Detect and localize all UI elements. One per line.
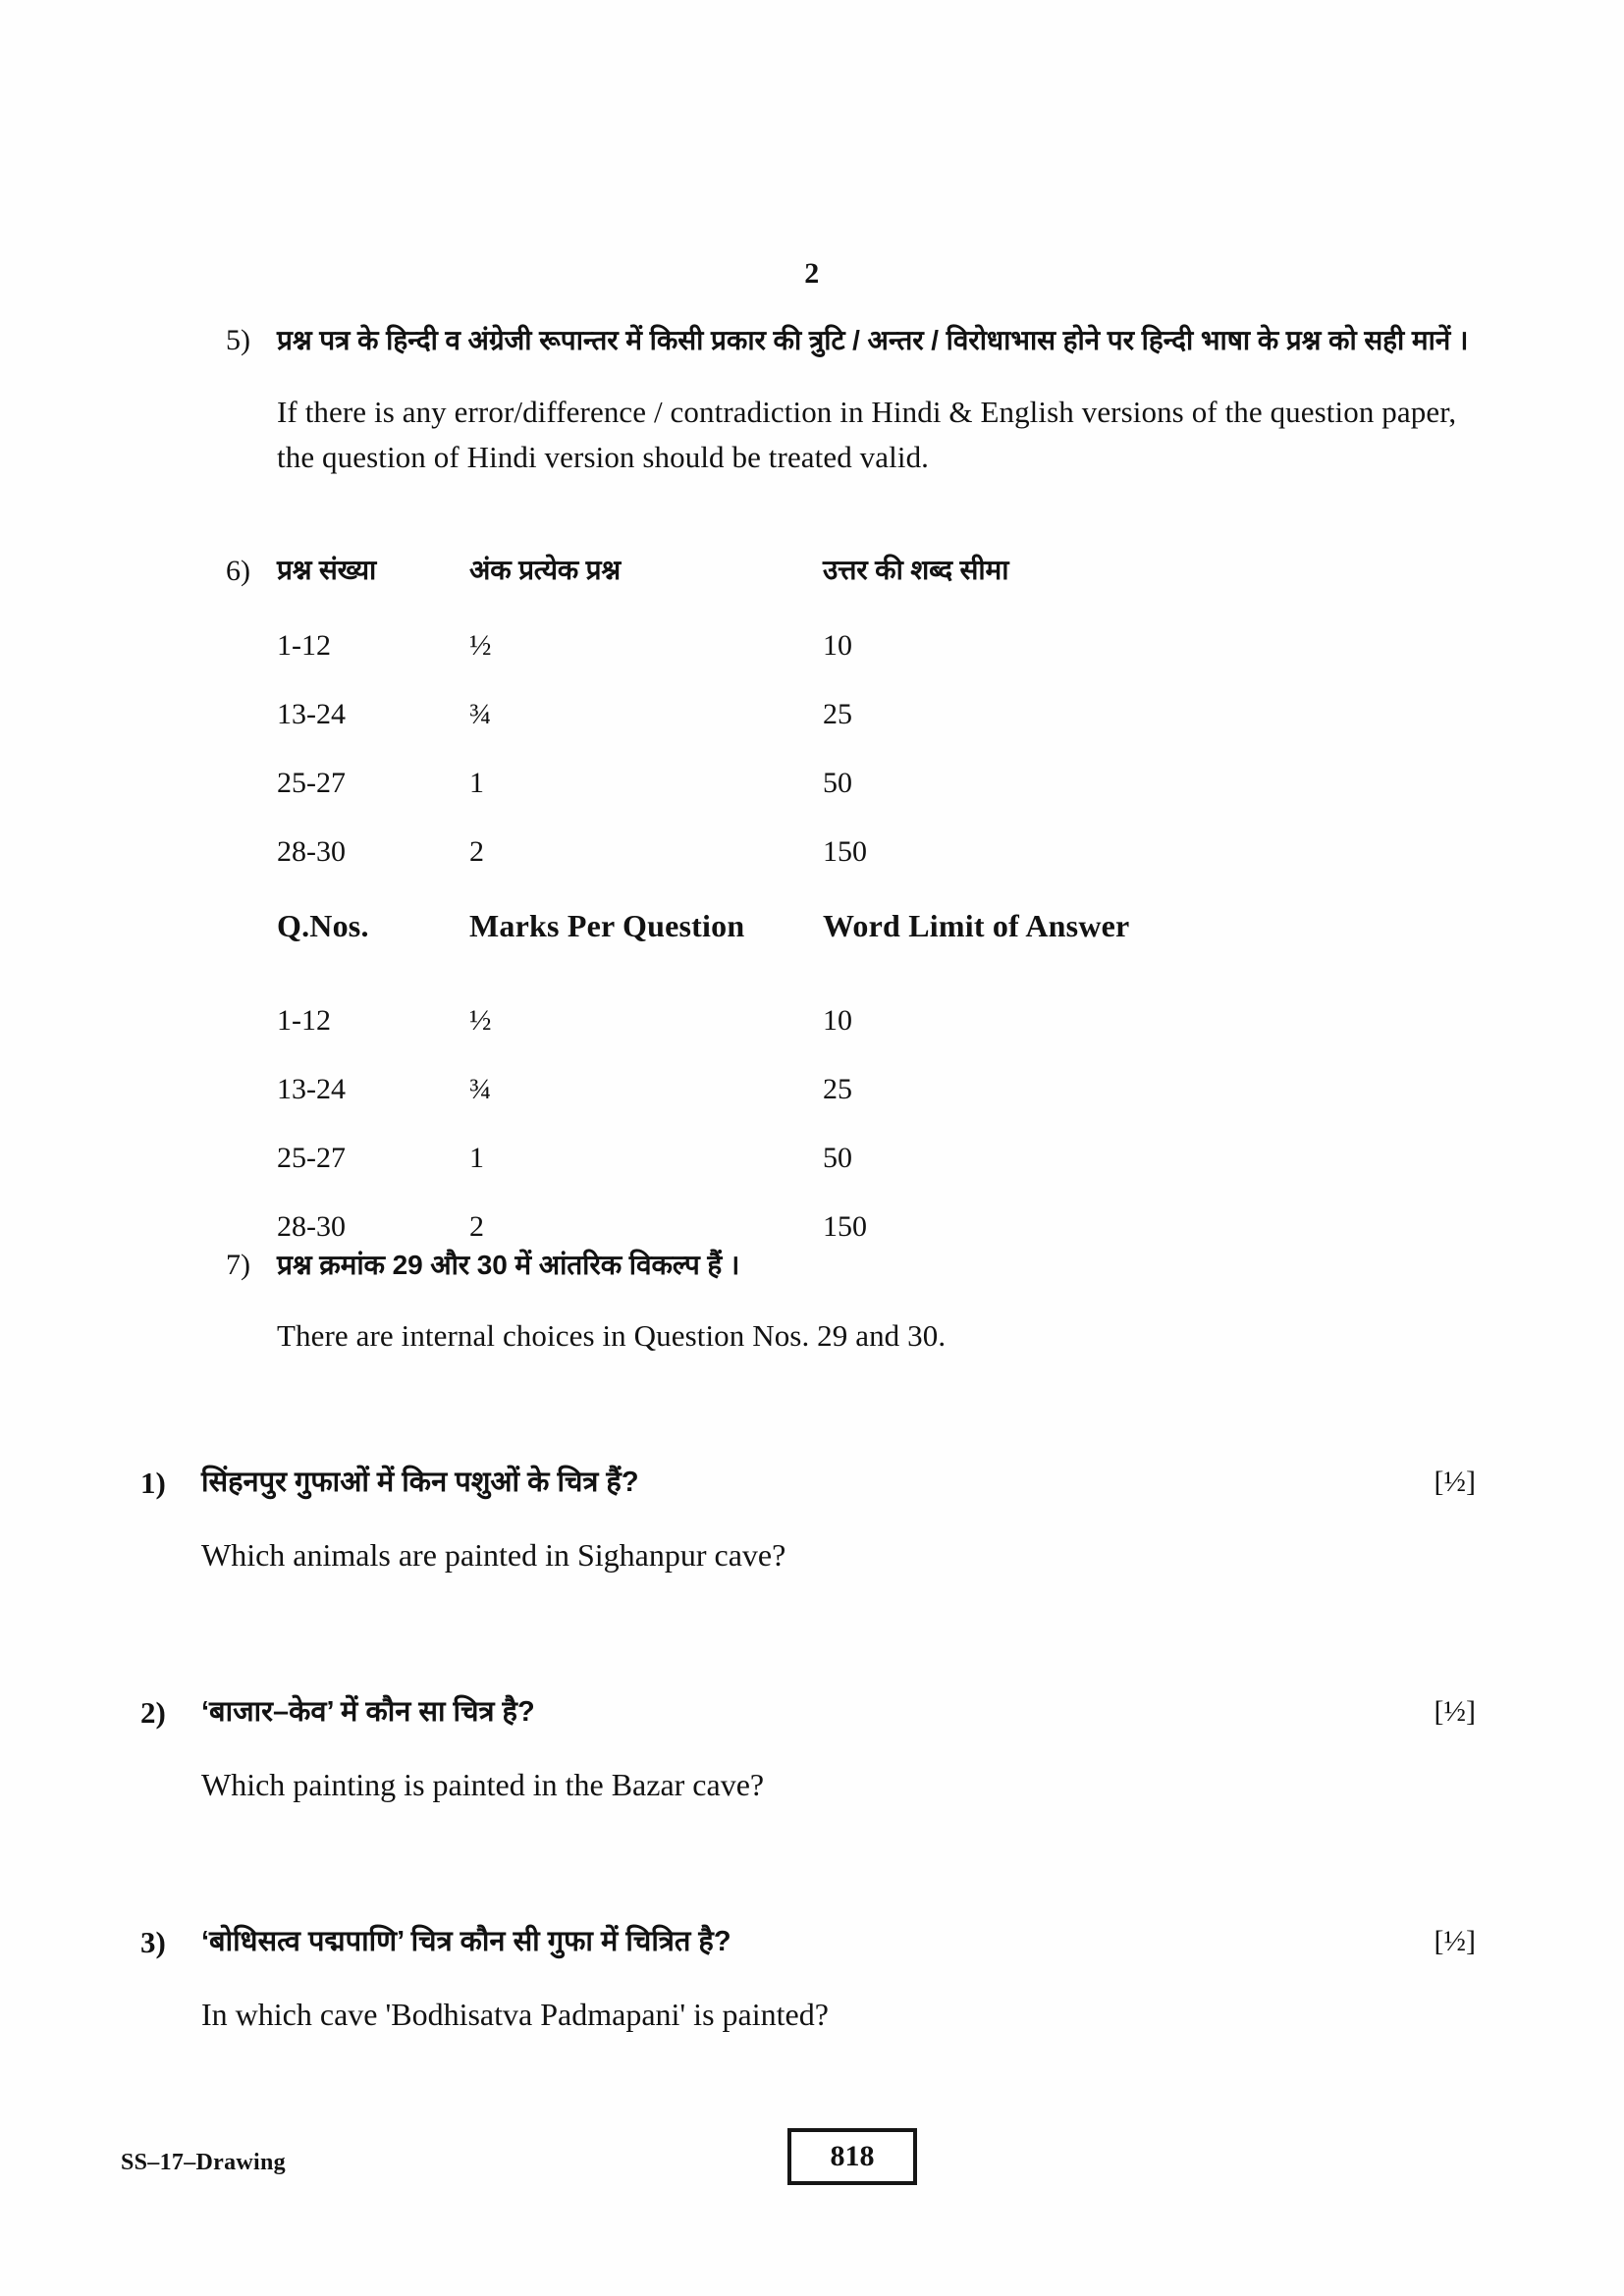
question-marker: 2) (140, 1695, 166, 1730)
table-header-row (277, 551, 1259, 612)
cell-word-limit: 150 (823, 835, 867, 868)
column-header-marks-per-question: Marks Per Question (469, 908, 745, 943)
instruction-marker: 6) (226, 555, 250, 587)
instruction-hindi-text: प्रश्न पत्र के हिन्दी व अंग्रेजी रूपान्तर में किसी प्रकार की त्रुटि / अन्तर / विरोधाभास होने पर हिन्दी भाषा के प्रश्न को सही मानें । (277, 325, 1469, 355)
cell-word-limit: 25 (823, 698, 852, 730)
question-hindi-row (140, 1462, 1486, 1505)
cell-word-limit: 10 (823, 1004, 852, 1037)
question-item-2 (140, 1691, 1486, 1807)
question-item-3 (140, 1921, 1486, 2037)
instruction-marker: 7) (226, 1249, 250, 1281)
question-marks-badge: [½] (1434, 1925, 1476, 1957)
cell-question-numbers: 28-30 (277, 1210, 346, 1243)
instruction-marker: 5) (226, 324, 250, 356)
marks-table-english (277, 908, 1259, 1261)
instruction-english-text: There are internal choices in Question Nos. 29 and 30. (277, 1317, 947, 1353)
table-row (277, 1124, 1259, 1193)
table-row (277, 680, 1259, 749)
question-marker: 1) (140, 1466, 166, 1500)
cell-question-numbers: 13-24 (277, 1073, 346, 1105)
question-english-text: Which animals are painted in Sighanpur cave? (201, 1536, 786, 1573)
instruction-item-5 (226, 320, 1492, 481)
cell-question-numbers: 1-12 (277, 629, 331, 662)
instruction-english-text: If there is any error/difference / contradiction in Hindi & English versions of the question paper, the question of Hindi version should be treated valid. (277, 394, 1457, 475)
instruction-body (277, 320, 1492, 481)
instruction-body (277, 1245, 1492, 1359)
question-hindi-row (140, 1691, 1486, 1735)
question-hindi-text: ‘बाजार–केव’ में कौन सा चित्र है? (201, 1696, 535, 1728)
cell-question-numbers: 25-27 (277, 1142, 346, 1174)
table-row (277, 987, 1259, 1055)
column-header-question-numbers: Q.Nos. (277, 908, 369, 943)
marks-table-hindi (277, 551, 1259, 886)
instruction-hindi-text: प्रश्न क्रमांक 29 और 30 में आंतरिक विकल्प हैं । (277, 1250, 740, 1280)
paper-code: SS–17–Drawing (121, 2150, 286, 2175)
cell-marks: ¾ (469, 1073, 492, 1105)
question-hindi-row (140, 1921, 1486, 1964)
cell-word-limit: 50 (823, 767, 852, 799)
instruction-item-6 (226, 551, 1492, 1261)
cell-marks: ¾ (469, 698, 492, 730)
instruction-item-7 (226, 1245, 1492, 1359)
column-header-marks-per-question: अंक प्रत्येक प्रश्न (469, 555, 621, 585)
page-number: 2 (804, 257, 820, 290)
question-english-text: In which cave 'Bodhisatva Padmapani' is painted? (201, 1996, 829, 2032)
question-marker: 3) (140, 1925, 166, 1959)
column-header-word-limit: Word Limit of Answer (823, 908, 1130, 943)
table-row (277, 818, 1259, 886)
column-header-word-limit: उत्तर की शब्द सीमा (823, 555, 1009, 585)
cell-word-limit: 150 (823, 1210, 867, 1243)
cell-marks: ½ (469, 1004, 492, 1037)
cell-marks: 2 (469, 1210, 484, 1243)
page-footer (0, 2140, 1624, 2203)
cell-question-numbers: 25-27 (277, 767, 346, 799)
question-hindi-text: सिंहनपुर गुफाओं में किन पशुओं के चित्र हैं? (201, 1467, 639, 1498)
cell-question-numbers: 28-30 (277, 835, 346, 868)
table-row (277, 1055, 1259, 1124)
cell-marks: 1 (469, 767, 484, 799)
instruction-body (277, 551, 1492, 1261)
table-header-row (277, 908, 1259, 987)
cell-question-numbers: 13-24 (277, 698, 346, 730)
cell-word-limit: 10 (823, 629, 852, 662)
question-item-1 (140, 1462, 1486, 1577)
cell-word-limit: 50 (823, 1142, 852, 1174)
cell-question-numbers: 1-12 (277, 1004, 331, 1037)
question-marks-badge: [½] (1434, 1695, 1476, 1728)
question-hindi-text: ‘बोधिसत्व पद्मपाणि’ चित्र कौन सी गुफा में चित्रित है? (201, 1926, 731, 1957)
cell-marks: 1 (469, 1142, 484, 1174)
cell-word-limit: 25 (823, 1073, 852, 1105)
cell-marks: 2 (469, 835, 484, 868)
cell-marks: ½ (469, 629, 492, 662)
question-marks-badge: [½] (1434, 1466, 1476, 1498)
table-row (277, 612, 1259, 680)
question-english-text: Which painting is painted in the Bazar cave? (201, 1766, 765, 1802)
table-row (277, 749, 1259, 818)
column-header-question-numbers: प्रश्न संख्या (277, 555, 377, 585)
paper-serial-box: 818 (787, 2128, 917, 2185)
